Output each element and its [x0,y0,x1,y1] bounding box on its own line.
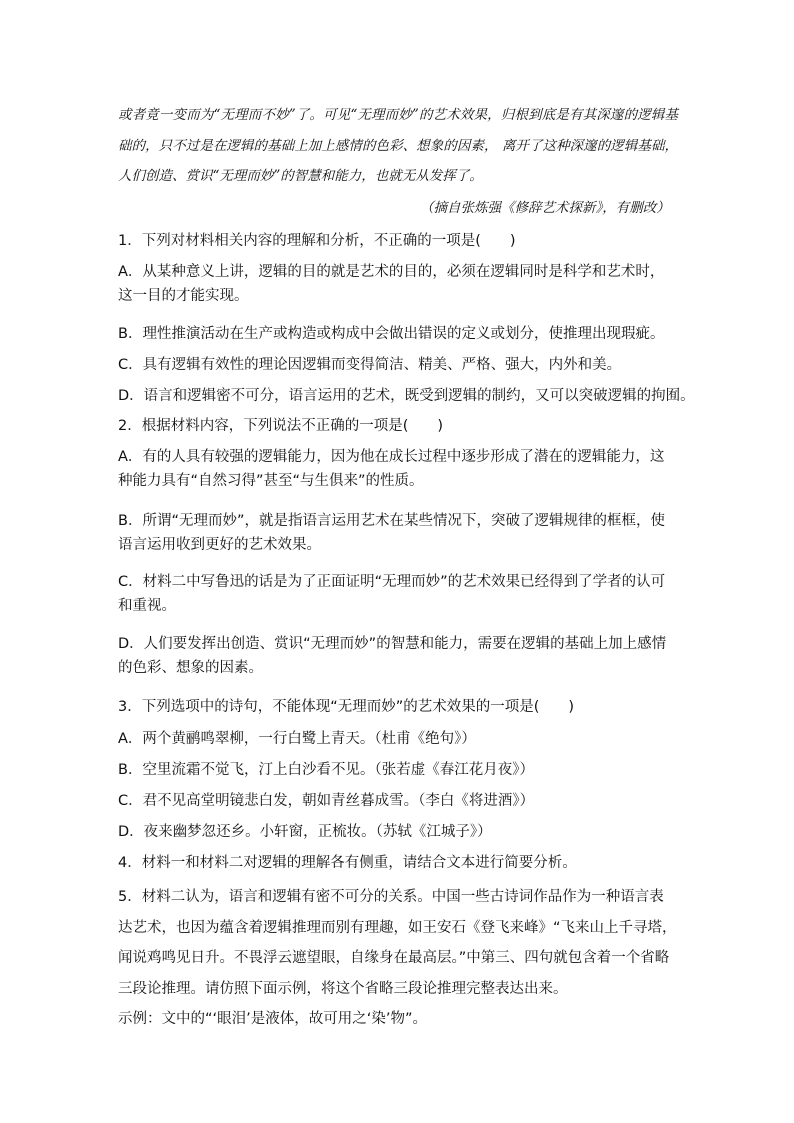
question-3-option-b: B．空里流霜不觉飞，汀上白沙看不见。（张若虚《春江花月夜》） [118,762,534,778]
question-4-stem: 4．材料一和材料二对逻辑的理解各有侧重，请结合文本进行简要分析。 [118,855,577,871]
question-3-stem: 3．下列选项中的诗句，不能体现“无理而妙”的艺术效果的一项是( ) [118,699,575,715]
source-paragraph: 或者竟一变而为“无理而不妙”了。可见“无理而妙”的艺术效果，归根到底是有其深邃的逻辑基础的，只不过是在逻辑的基础上加上感情的色彩、想象的因素， 离开了这种深邃的逻辑基础，人们创造、赏识“无理而妙”的智慧和能力，也就无从发挥了。 [118,107,678,184]
question-2-option-b: B．所谓“无理而妙”，就是指语言运用艺术在某些情况下，突破了逻辑规律的框框，使语言运用收到更好的艺术效果。 [118,513,665,553]
question-1-option-b: B．理性推演活动在生产或构造或构成中会做出错误的定义或划分，使推理出现瑕疵。 [118,326,665,342]
question-1-option-c: C．具有逻辑有效性的理论因逻辑而变得简洁、精美、严格、强大，内外和美。 [118,357,622,373]
question-2-option-c: C．材料二中写鲁迅的话是为了正面证明“无理而妙”的艺术效果已经得到了学者的认可和重视。 [118,574,666,614]
answer-example: 示例：文中的“‘眼泪’是液体，故可用之‘染’物”。 [118,1011,427,1027]
question-5-stem: 5．材料二认为，语言和逻辑有密不可分的关系。中国一些古诗词作品作为一种语言表达艺术，也因为蕴含着逻辑推理而别有理趣，如王安石《登飞来峰》“飞来山上千寻塔，闻说鸡鸣见日升。不畏浮云遮望眼，自缘身在最高层。”中第三、四句就包含着一个省略三段论推理。请仿照下面示例，将这个省略三段论推理完整表达出来。 [118,889,677,997]
question-3-option-a: A．两个黄鹂鸣翠柳，一行白鹭上青天。（杜甫《绝句》） [118,731,476,747]
question-3-option-d: D．夜来幽梦忽还乡。小轩窗，正梳妆。（苏轼《江城子》） [118,824,492,840]
question-1-option-d: D．语言和逻辑密不可分，语言运用的艺术，既受到逻辑的制约，又可以突破逻辑的拘囿。 [118,388,695,404]
source-citation: （摘自张炼强《修辞艺术探新》，有删改） [420,200,670,216]
question-2-stem: 2．根据材料内容，下列说法不正确的一项是( ) [118,418,444,434]
question-1-stem: 1．下列对材料相关内容的理解和分析，不正确的一项是( ) [118,233,516,249]
question-3-option-c: C．君不见高堂明镜悲白发，朝如青丝暮成雪。（李白《将进酒》） [118,793,535,809]
question-2-option-a: A．有的人具有较强的逻辑能力，因为他在成长过程中逐步形成了潜在的逻辑能力，这种能力具有“自然习得”甚至“与生俱来”的性质。 [118,449,665,489]
question-1-option-a: A．从某种意义上讲，逻辑的目的就是艺术的目的，必须在逻辑同时是科学和艺术时，这一目的才能实现。 [118,264,665,304]
question-2-option-d: D．人们要发挥出创造、赏识“无理而妙”的智慧和能力，需要在逻辑的基础上加上感情的色彩、想象的因素。 [118,636,667,676]
